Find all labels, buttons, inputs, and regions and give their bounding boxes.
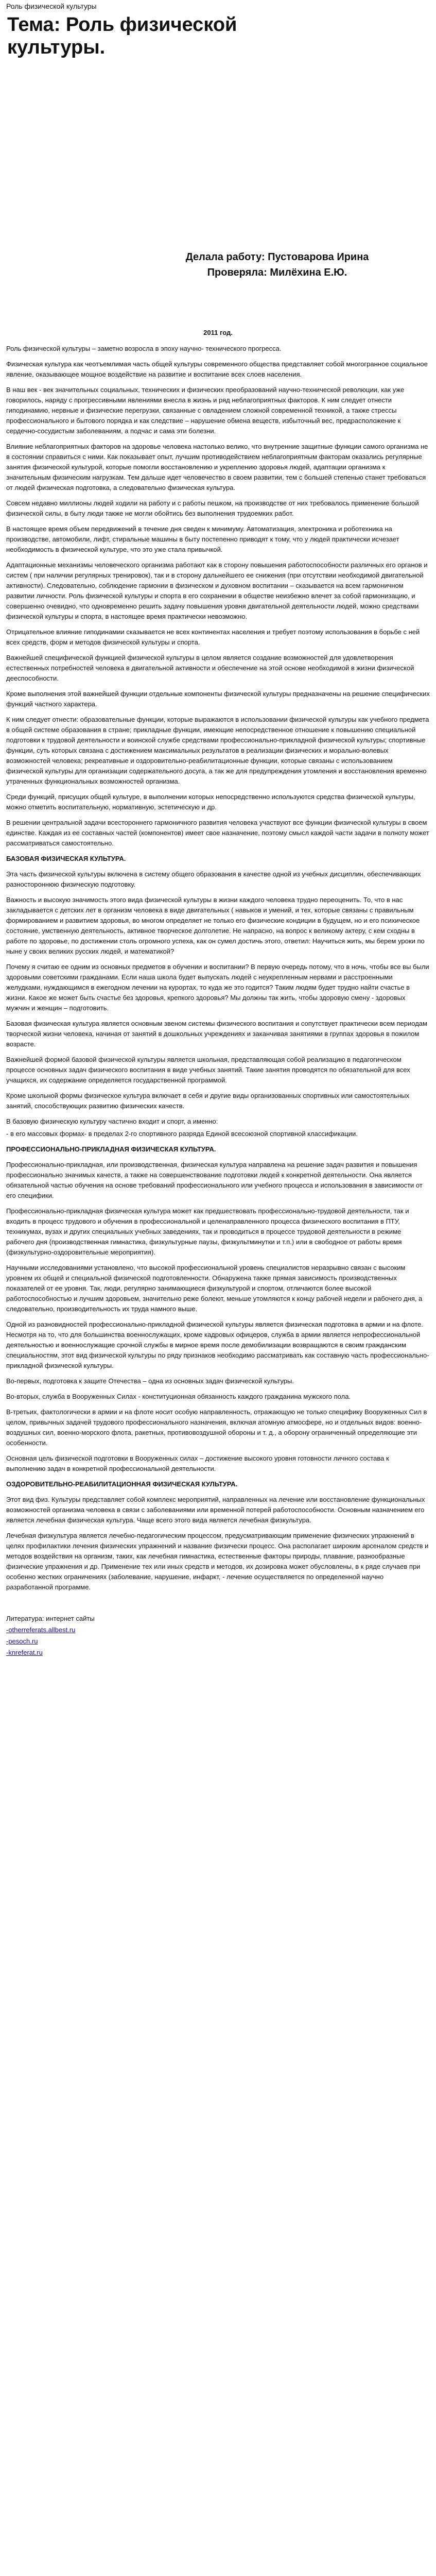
paragraph: Профессионально-прикладная, или производственная, физическая культура направлена на решение задач развития и повышения профессионально значимых качеств, а также на совершенствование подготовки людей к конкретной деятельности. Она является обязательной частью обучения на основе требований профессионального или учебного процесса и использования в зависимости от его специфики. [6,1161,423,1199]
paragraph: Физическая культура как чеотъемлимая часть общей культуры современного общества представляет собой многогранное социальное явление, оказывающее мощное воздействие на развитие и воспитание всех слоев населения. [6,360,428,378]
paragraph: В решении центральной задачи всестороннего гармоничного развития человека участвуют все функции физической культуры в своем единстве. Каждая из ее составных частей (компонентов) имеет свое назначение, поэтому смысл каждой части задачи в полноту может рассматриваться самостоятельно. [6,819,429,847]
paragraph: В настоящее время объем передвижений в течение дня сведен к минимуму. Автоматизация, электроника и роботехника на производстве, автомобили, лифт, стиральные машины в быту постепенно приводят к тому, что у людей практически исчезает необходимость в физической культуре, что это уже стала привычкой. [6,525,399,553]
references-title: Литература: интернет сайты [6,1615,95,1622]
checker-line: Проверяла: Милёхина Е.Ю. [207,267,347,278]
paragraph: Важность и высокую значимость этого вида физической культуры в жизни каждого человека трудно переоценить. То, что в нас закладывается с детских лет в организм человека в виде двигательных ( навыков и умений, и тех, которые связаны с правильным формированием и развитием здоровья, во многом определяет не только его физические кондиции в будущем, но и его психическое состояние, умственную деятельность, активное творческое долголетие. Не напрасно, на вопрос к великому актеру, с кем сходны в работе по здоровье, по достижении столь огромного успеха, как он сумел достичь этого, ответил: Научиться жить, мы берем уроки по ныне у своих великих русских людей, и математикой? [6,896,425,955]
paragraph: Важнейшей формой базовой физической культуры является школьная, представляющая собой реализацию в педагогическом процессе основных задач физического воспитания в виде учебных занятий. Такие занятия проводятся по обязательной для всех учащихся, их содержание определяется государственной программой. [6,1056,410,1084]
title-line: Тема: Роль физической [7,14,237,36]
paragraph: Кроме выполнения этой важнейшей функции отдельные компоненты физической культуры предназначены на решение специфических функций частного характера. [6,690,430,708]
document-body [6,344,430,1592]
paragraph: Эта часть физической культуры включена в систему общего образования в качестве одной из учебных дисциплин, обеспечивающих разностороннюю физическую подготовку. [6,870,421,888]
paragraph: Лечебная физкультура является лечебно-педагогическим процессом, предусматривающим применение физических упражнений в целях профилактики лечения физических упражнений и название физически процесс. Она располагает широким арсеналом средств и методов воздействия на организм, таких, как лечебная гимнастика, естественные факторы природы, плавание, разнообразные физические упражнения и др. Применение тех или иных средств и методов, их дозировка может обусловлены, в к ряде случаев при особенно жестких ограничениях (заболевание, нарушение, инфаркт, - лечение осуществляется по определенной научно разработанной программе. [6,1532,429,1591]
reference-link[interactable]: -pesoch.ru [6,1637,38,1645]
paragraph: К ним следует отнести: образовательные функции, которые выражаются в использовании физической культуры как учебного предмета в общей системе образования в стране; прикладные функции, имеющие непосредственное отношение к повышению специальной подготовки к трудовой деятельности и воинской службе средствами профессионально-прикладной физической культуры; спортивные функции, суть которых связана с достижением максимальных результатов в реализации физических и морально-волевых возможностей человека; рекреативные и оздоровительно-реабилитационные функции, которые связаны с использованием физической культуры для организации содержательного досуга, а так же для предупреждения утомления и восстановления временно утраченных функциональных возможностей организма. [6,716,429,785]
paragraph: Роль физической культуры – заметно возросла в эпоху научно- технического прогресса. [6,345,282,352]
section-heading: ОЗДОРОВИТЕЛЬНО-РЕАБИЛИТАЦИОННАЯ ФИЗИЧЕСКАЯ КУЛЬТУРА. [6,1480,238,1488]
page-title [7,13,430,59]
paragraph: Совсем недавно миллионы людей ходили на работу и с работы пешком, на производстве от них требовалось применение большой физической силы, в быту люди также не могли обойтись без выполнения трудоемких работ. [6,499,419,517]
paragraph: Влияние неблагоприятных факторов на здоровье человека настолько велико, что внутренние защитные функции самого организма не в состоянии справиться с ними. Как показывает опыт, лучшим противодействием неблагоприятным факторам оказались регулярные занятия физической культурой, которые помогли восстановлению и укреплению здоровья людей, адаптации организма к значительным физическим нагрузкам. Тем дальше идет человечество в своем развитии, тем с большей степенью станет требоваться от людей физическая подготовка, а следовательно физическая культура. [6,443,428,492]
paragraph: Профессионально-прикладная физическая культура может как предшествовать профессионально-трудовой деятельности, так и входить в процесс трудового и обучения в профессиональной и целенаправленного процесса физического воспитания в ПТУ, техникумах, вузах и других специальных учебных заведениях, так и проводиться в процессе трудовой деятельности в режиме рабочего дня (производственная гимнастика, физкультурные паузы, физкультминутки и т.п.) или в свободное от работы время (физкультурно-оздоровительные мероприятия). [6,1207,409,1256]
paragraph: Одной из разновидностей профессионально-прикладной физической культуры является физическая подготовка в армии и на флоте. Несмотря на то, что для большинства военнослужащих, кроме кадровых офицеров, служба в армии является непрофессиональной деятельностью и военнослужащие срочной службы в мирное время после демобилизации возвращаются в своим гражданским специальностям, этот вид физической культуры по ряду признаков необходимо рассматривать как составную часть профессионально-прикладной физической культуры. [6,1320,429,1369]
references-block [6,1613,430,1658]
paragraph: Среди функций, присущих общей культуре, в выполнении которых непосредственно используются средства физической культуры, можно отметить воспитательную, нормативную, эстетическую и др. [6,793,415,811]
authors-block [6,249,430,280]
paragraph: Научными исследованиями установлено, что высокой профессиональной уровень специалистов неразрывно связан с высоким уровнем их общей и специальной физической подготовленности. Обнаружена также прямая зависимость производственных показателей от ее уровня. Так, люди, регулярно занимающиеся физкультурой и спортом, отличаются более высокой работоспособностью и лучшим здоровьем, значительно реже болеют, меньше утомляются к концу рабочей недели и рабочего дня, а следовательно, производительность их труда намного выше. [6,1264,423,1313]
paragraph: Базовая физическая культура является основным звеном системы физического воспитания и сопутствует практически всем периодам творческой жизни человека, начиная от занятий в дошкольных учреждениях и заканчивая занятиями в группах здоровья в пожилом возрасте. [6,1020,427,1048]
paragraph: В-третьих, фактологически в армии и на флоте носит особую направленность, отражающую не только специфику Вооруженных Сил в целом, привычных задачей трудового профессионального назначения, включая атомную атмосфере, но и отдельных видов: военно-воздушных сил, военно-морского флота, ракетных, противовоздушной обороны и т. д., а оборону ограниченный определяющие эти особенности. [6,1408,427,1447]
paragraph: Почему я считаю ее одним из основных предметов в обучении и воспитании? В первую очередь потому, что в ночь, чтобы все вы были здоровыми советскими гражданами. Если наша школа будет выпускать людей с неукрепленным нервами и расстроенными желудками, нуждающимся в ежегодном лечении на курортах, то куда же это годится? Таким людям будет трудно найти счастье в жизни. Какое же может быть счастье без здоровья, крепкого здоровья? Мы должны так жить, чтобы здоровую смену - здоровых мужчин и женщин – подготовить. [6,963,429,1012]
paragraph: Во-первых, подготовка к защите Отечества – одна из основных задач физической культуры. [6,1377,294,1385]
paragraph: Адаптационные механизмы человеческого организма работают как в сторону повышения работоспособности различных его органов и систем ( при наличии регулярных тренировок), так и в сторону дальнейшего ее снижения (при отсутствии необходимой двигательной активности). Следовательно, соблюдение гармонии в физическом и духовном воспитании – сказывается на всем гармоничном развитии личности. Роль физической культуры и спорта в его сохранении в обществе неизбежно влечет за собой гармонизацию, и совершенно очевидно, что одновременно решить задачу повышения уровня двигательной деятельности людей, можно средствами физической культуры и спорта, в настоящее время практически невозможно. [6,561,428,620]
paragraph: В базовую физическую культуру частично входит и спорт, а именно: [6,1117,218,1125]
paragraph: Основная цель физической подготовки в Вооруженных силах – достижение высокого уровня готовности личного состава к выполнению задач в конкретной профессиональной деятельности. [6,1454,389,1472]
paragraph: Отрицательное влияние гиподинамии сказывается не всех континентах населения и требует поэтому использования в борьбе с ней всех средств, форм и методов физической культуры и спорта. [6,628,420,646]
paragraph: Этот вид физ. Культуры представляет собой комплекс мероприятий, направленных на лечение или восстановление функциональных возможностей организма человека в связи с заболеваниями или временной потерей работоспособности. Основным назначением его является лечебная физическая культура. Чаще всего этого вида является лечебная физкультура. [6,1496,425,1524]
paragraph: Во-вторых, служба в Вооруженных Силах - конституционная обязанность каждого гражданина мужского пола. [6,1393,351,1400]
year-label: 2011 год. [203,329,233,336]
paragraph: В наш век - век значительных социальных, технических и физических преобразований научно-технической революции, как уже говорилось, наряду с прогрессивными явлениями внесла в жизнь и ряд неблагоприятных факторов. К ним следует отнести гиподинамию, нервные и физические перегрузки, связанные с овладением сложной современной техникой, а также стрессы профессионального и бытового порядка и как следствие – нарушение обмена веществ, избыточный вес, предрасположение к сердечно-сосудистым заболеваниям, а подчас и сама эти болезни. [6,386,405,435]
section-heading: ПРОФЕССИОНАЛЬНО-ПРИКЛАДНАЯ ФИЗИЧЕСКАЯ КУЛЬТУРА. [6,1145,216,1153]
section-heading: БАЗОВАЯ ФИЗИЧЕСКАЯ КУЛЬТУРА. [6,855,126,862]
paragraph: Кроме школьной формы физическое культура включает в себя и другие виды организованных спортивных или самостоятельных занятий, способствующих развитию физических качеств. [6,1092,409,1110]
reference-link[interactable]: -otherreferats.allbest.ru [6,1626,76,1634]
reference-link[interactable]: -knreferat.ru [6,1649,43,1656]
author-line: Делала работу: Пустоварова Ирина [185,251,369,263]
paragraph: - в его массовых формах- в пределах 2-го спортивного разряда Единой всесоюзной спортивной классификации. [6,1130,358,1138]
paragraph: Важнейшей специфической функцией физической культуры в целом является создание возможностей для удовлетворения естественных потребностей человека в двигательной активности и обеспечение на этой основе необходимой в жизни физической дееспособности. [6,654,414,682]
title-line: культуры. [7,37,106,58]
document-label: Роль физической культуры [6,2,97,10]
